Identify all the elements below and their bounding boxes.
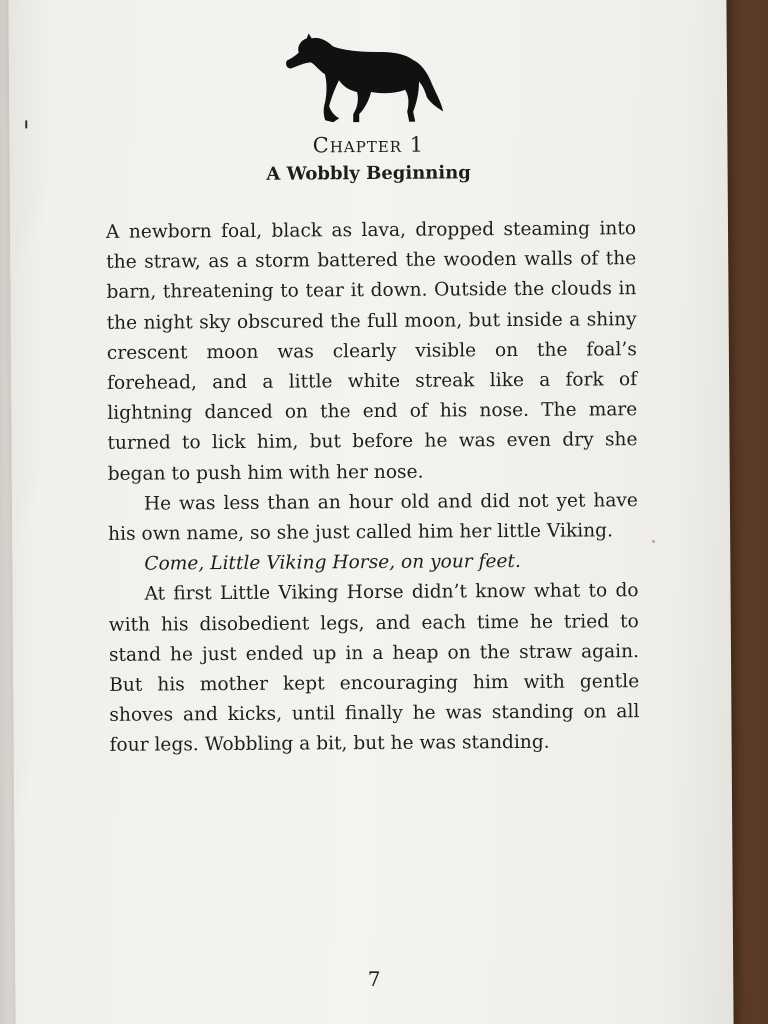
paragraph-4: At first Little Viking Horse didn’t know what to do with his disobedient legs, and each time he tried to stand he just ended up in a heap on the straw again. But his mother kept encouraging him with gentle shoves and kicks, until finally he was standing on all four legs. Wobbling a bit, but he was standing. bbox=[108, 580, 640, 757]
chapter-number: Chapter 1 bbox=[312, 132, 425, 158]
page-number: 7 bbox=[367, 966, 381, 992]
chapter-title: A Wobbly Beginning bbox=[266, 162, 471, 185]
body-text bbox=[106, 214, 640, 761]
paragraph-1: A newborn foal, black as lava, dropped steaming into the straw, as a storm battered the wooden walls of the barn, threatening to tear it down. Outside the clouds in the night sky obscured the full moon, but inside a shiny crescent moon was clearly visible on the foal’s forehead, and a little white streak like a fork of lightning danced on the end of his nose. The mare turned to lick him, but before he was even dry she began to push him with her nose. bbox=[105, 218, 638, 485]
paper-speck bbox=[652, 540, 655, 543]
page-edge-mark bbox=[25, 120, 27, 128]
paragraph-2: He was less than an hour old and did not yet have his own name, so she just called him her little Viking. bbox=[108, 489, 638, 545]
paragraph-3-italic: Come, Little Viking Horse, on your feet. bbox=[144, 551, 521, 575]
book-page bbox=[8, 0, 733, 1024]
horse-silhouette-icon bbox=[285, 31, 446, 124]
